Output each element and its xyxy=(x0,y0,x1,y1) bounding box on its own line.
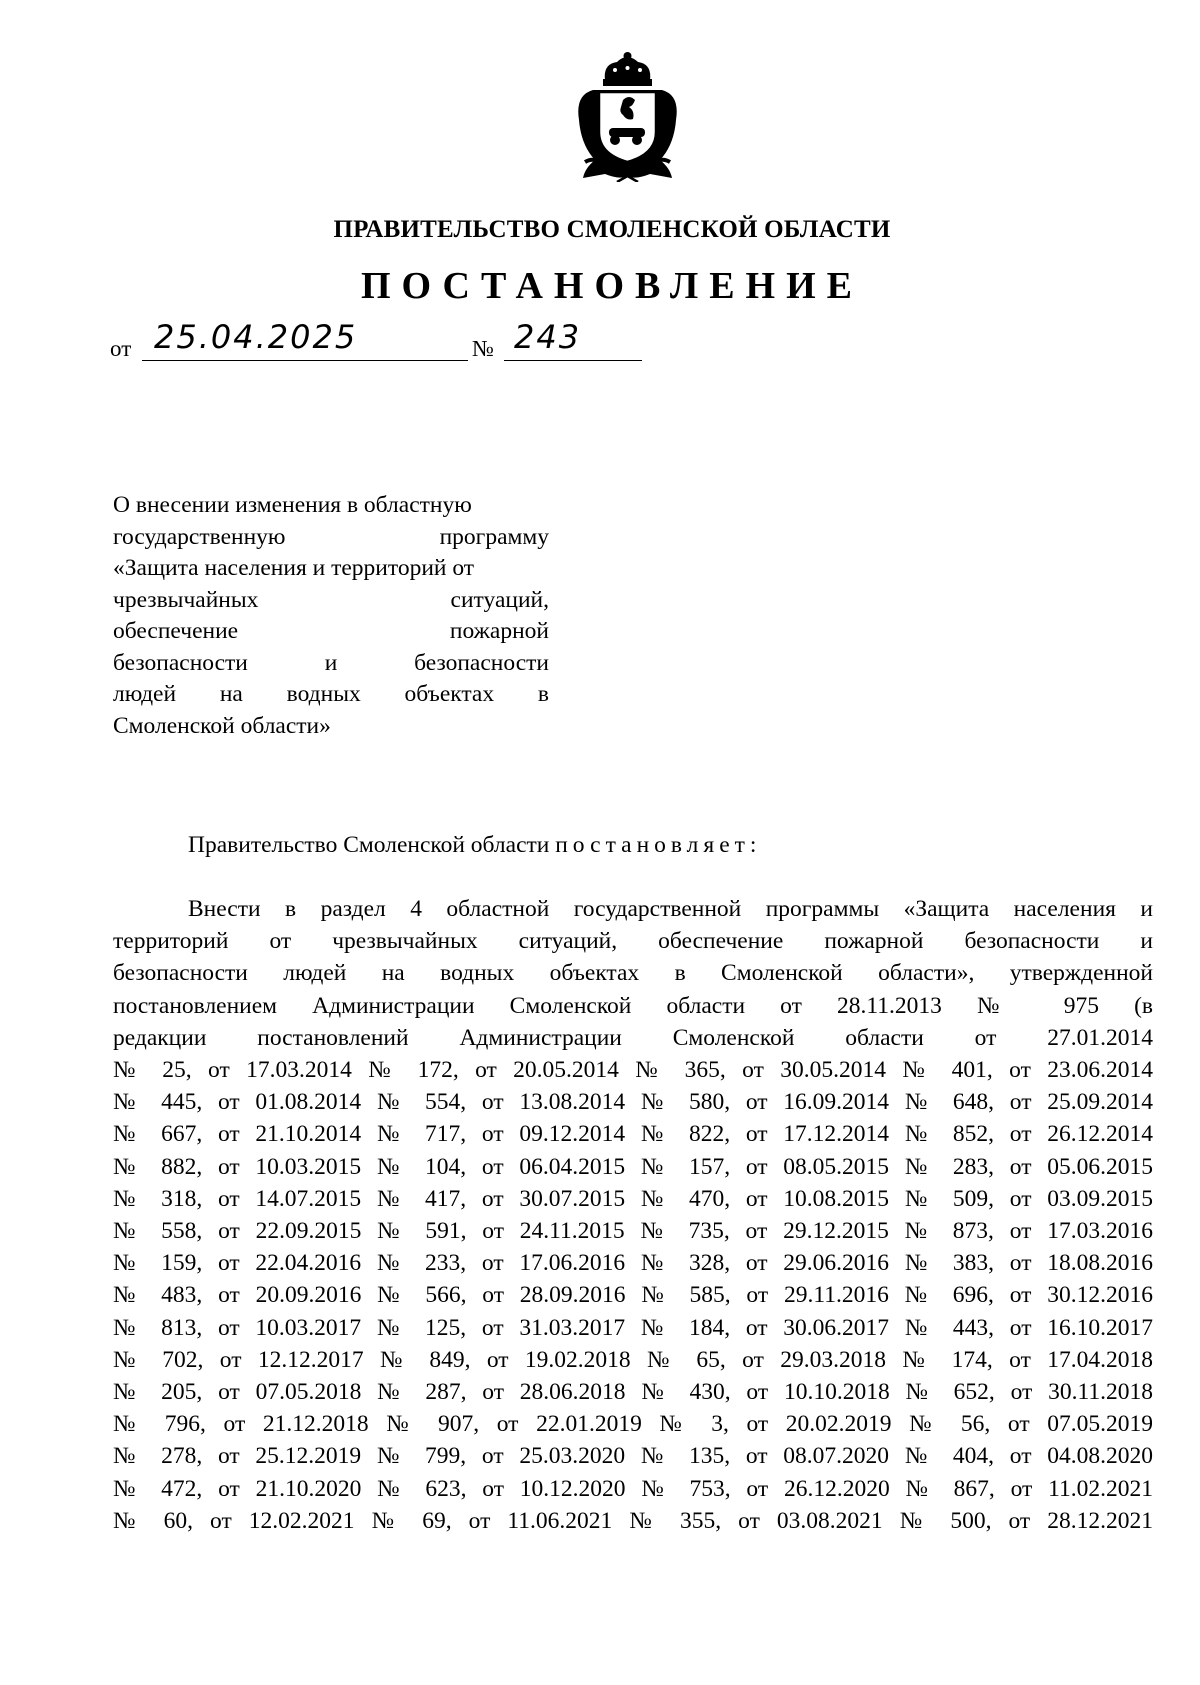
body-line: № 882, от 10.03.2015 № 104, от 06.04.2015 № 157, от 08.05.2015 № 283, от 05.06.2015 xyxy=(113,1153,1153,1180)
body-line: № 558, от 22.09.2015 № 591, от 24.11.2015 № 735, от 29.12.2015 № 873, от 17.03.2016 xyxy=(113,1218,1153,1245)
resolves-prefix: Правительство Смоленской области xyxy=(188,832,550,858)
document-subject xyxy=(113,490,549,742)
crown-icon xyxy=(603,52,652,86)
subject-line: людей на водных объектах в xyxy=(113,681,549,707)
body-line: № 702, от 12.12.2017 № 849, от 19.02.2018 № 65, от 29.03.2018 № 174, от 17.04.2018 xyxy=(113,1346,1153,1373)
body-line: редакции постановлений Администрации Смоленской области от 27.01.2014 xyxy=(113,1024,1153,1051)
coat-of-arms-emblem xyxy=(565,50,690,182)
number-prefix: № xyxy=(472,336,494,361)
organization-name: ПРАВИТЕЛЬСТВО СМОЛЕНСКОЙ ОБЛАСТИ xyxy=(333,216,891,243)
subject-line: государственную программу xyxy=(113,523,549,550)
document-body xyxy=(113,893,1153,1537)
body-line: № 667, от 21.10.2014 № 717, от 09.12.2014 № 822, от 17.12.2014 № 852, от 26.12.2014 xyxy=(113,1121,1153,1148)
subject-line: О внесении изменения в областную xyxy=(113,492,472,518)
resolves-statement xyxy=(188,832,761,859)
document-type-title: ПОСТАНОВЛЕНИЕ xyxy=(360,265,864,307)
subject-line: «Защита населения и территорий от xyxy=(113,555,475,581)
handwritten-date: 25.04.2025 xyxy=(154,318,358,356)
number-underline xyxy=(504,360,642,361)
subject-line: безопасности и безопасности xyxy=(113,649,549,676)
body-line: Внести в раздел 4 областной государственной программы «Защита населения и xyxy=(188,896,1153,922)
subject-line: чрезвычайных ситуаций, xyxy=(113,586,549,613)
date-prefix: от xyxy=(110,336,132,361)
body-line: безопасности людей на водных объектах в Смоленской области», утвержденной xyxy=(113,960,1153,987)
body-line: № 472, от 21.10.2020 № 623, от 10.12.2020 № 753, от 26.12.2020 № 867, от 11.02.2021 xyxy=(113,1475,1153,1502)
body-line: постановлением Администрации Смоленской области от 28.11.2013 № 975 (в xyxy=(113,992,1153,1019)
subject-line: обеспечение пожарной xyxy=(113,618,549,644)
shield-icon xyxy=(599,92,656,162)
body-line: № 813, от 10.03.2017 № 125, от 31.03.2017 № 184, от 30.06.2017 № 443, от 16.10.2017 xyxy=(113,1314,1153,1341)
body-line: № 159, от 22.04.2016 № 233, от 17.06.2016 № 328, от 29.06.2016 № 383, от 18.08.2016 xyxy=(113,1250,1153,1277)
body-line: № 483, от 20.09.2016 № 566, от 28.09.2016 № 585, от 29.11.2016 № 696, от 30.12.2016 xyxy=(113,1282,1153,1309)
body-line: № 796, от 21.12.2018 № 907, от 22.01.2019 № 3, от 20.02.2019 № 56, от 07.05.2019 xyxy=(113,1411,1153,1438)
body-line: № 205, от 07.05.2018 № 287, от 28.06.2018 № 430, от 10.10.2018 № 652, от 30.11.2018 xyxy=(113,1379,1153,1406)
resolves-verb: постановляет: xyxy=(555,832,762,858)
body-line: № 318, от 14.07.2015 № 417, от 30.07.2015 № 470, от 10.08.2015 № 509, от 03.09.2015 xyxy=(113,1185,1153,1212)
subject-line: Смоленской области» xyxy=(113,712,331,739)
body-line: № 25, от 17.03.2014 № 172, от 20.05.2014 № 365, от 30.05.2014 № 401, от 23.06.2014 xyxy=(113,1057,1153,1084)
date-underline xyxy=(142,360,468,361)
body-line: территорий от чрезвычайных ситуаций, обеспечение пожарной безопасности и xyxy=(113,928,1153,955)
body-line: № 445, от 01.08.2014 № 554, от 13.08.2014 № 580, от 16.09.2014 № 648, от 25.09.2014 xyxy=(113,1089,1153,1116)
body-line: № 278, от 25.12.2019 № 799, от 25.03.2020 № 135, от 08.07.2020 № 404, от 04.08.2020 xyxy=(113,1443,1153,1470)
body-line: № 60, от 12.02.2021 № 69, от 11.06.2021 № 355, от 03.08.2021 № 500, от 28.12.2021 xyxy=(113,1507,1153,1534)
handwritten-number: 243 xyxy=(514,318,582,356)
